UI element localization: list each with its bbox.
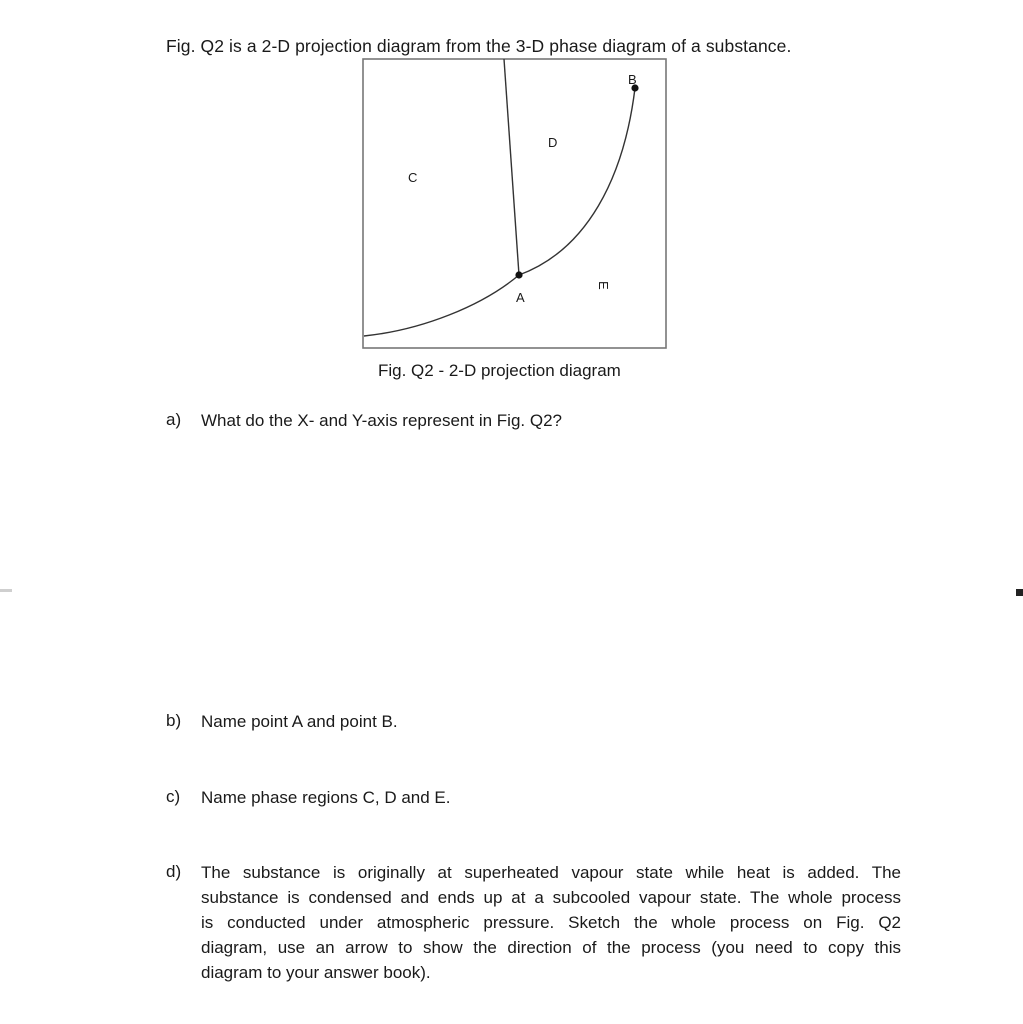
question-d-line: is conducted under atmospheric pressure. Sketch the whole process on Fig. Q2 <box>201 913 901 932</box>
label-b: B <box>628 72 637 87</box>
phase-diagram-svg <box>362 58 668 350</box>
label-d: D <box>548 135 558 150</box>
question-d-text <box>201 860 901 985</box>
question-c-text: Name phase regions C, D and E. <box>201 788 451 807</box>
question-a-text: What do the X- and Y-axis represent in Fig. Q2? <box>201 411 562 430</box>
sublimation-curve <box>364 275 519 336</box>
label-c: C <box>408 170 418 185</box>
question-c-label: c) <box>166 787 181 806</box>
phase-projection-figure <box>362 58 668 350</box>
vaporization-curve <box>519 88 635 275</box>
question-b-label: b) <box>166 711 182 730</box>
question-a-label: a) <box>166 410 182 429</box>
intro-text: Fig. Q2 is a 2-D projection diagram from the 3-D phase diagram of a substance. <box>166 36 792 56</box>
question-b-text: Name point A and point B. <box>201 712 398 731</box>
question-d-line: diagram to your answer book). <box>201 963 431 982</box>
question-d-label: d) <box>166 862 182 881</box>
right-edge-mark <box>1016 589 1023 596</box>
label-a: A <box>516 290 525 305</box>
question-d-line: The substance is originally at superheated vapour state while heat is added. The <box>201 863 901 882</box>
question-d-line: diagram, use an arrow to show the direction of the process (you need to copy this <box>201 938 901 957</box>
fusion-curve <box>504 59 519 275</box>
label-e: E <box>596 281 611 290</box>
figure-caption: Fig. Q2 - 2-D projection diagram <box>378 361 621 380</box>
left-edge-mark <box>0 589 12 592</box>
question-d-line: substance is condensed and ends up at a subcooled vapour state. The whole process <box>201 888 901 907</box>
point-a-triple-point <box>515 271 522 278</box>
